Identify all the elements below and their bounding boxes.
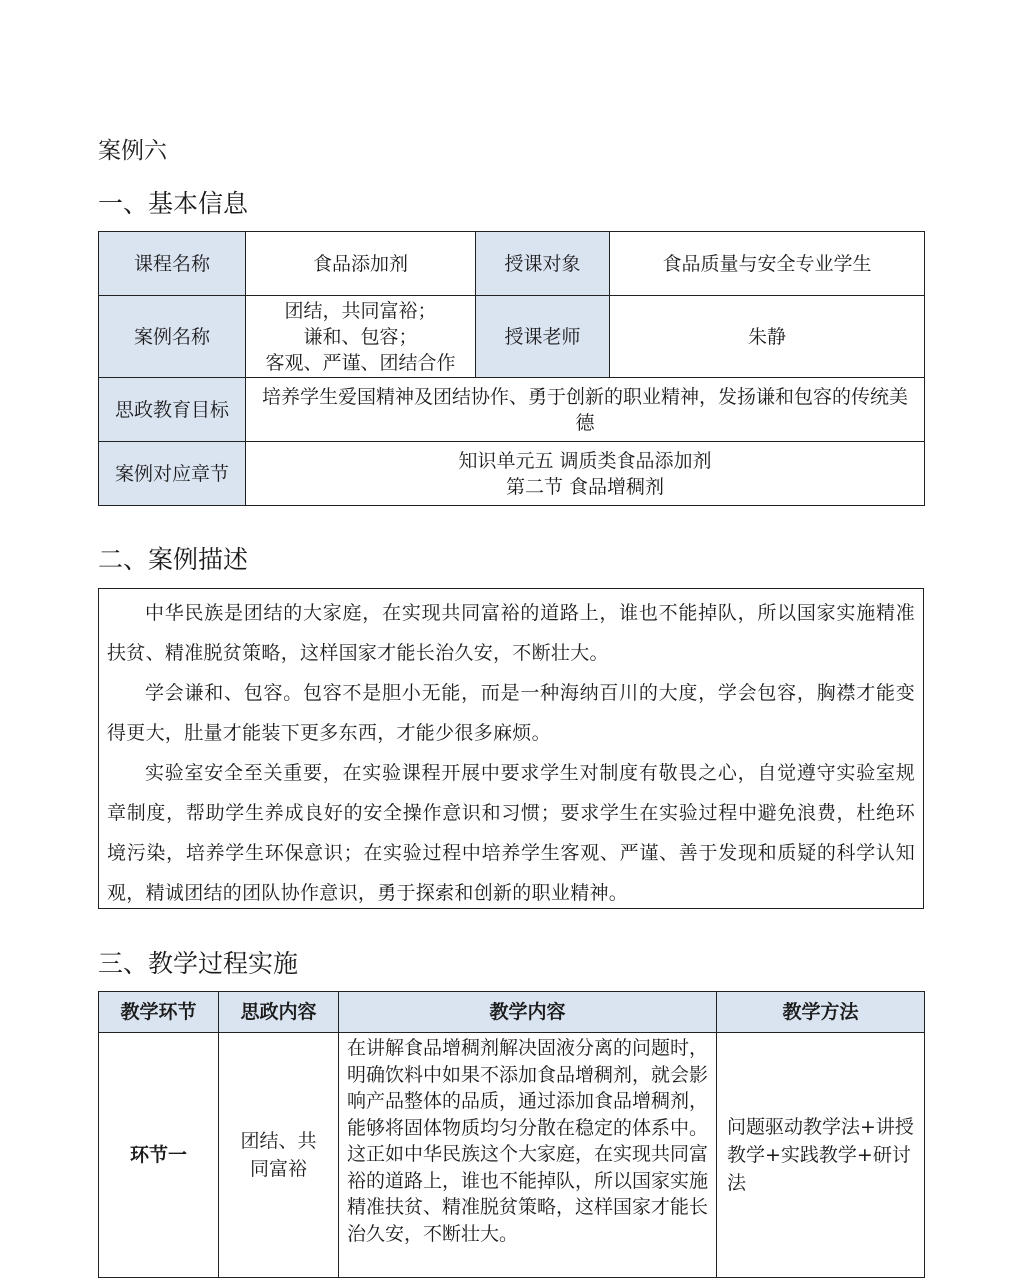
audience-value: 食品质量与安全专业学生 xyxy=(610,232,925,296)
table-row xyxy=(99,1033,925,1278)
chapter-value xyxy=(246,442,925,506)
course-name-label: 课程名称 xyxy=(99,232,246,296)
chapter-label: 案例对应章节 xyxy=(99,442,246,506)
case-description-box xyxy=(98,588,924,909)
teaching-process-table xyxy=(98,991,925,1278)
description-paragraph: 学会谦和、包容。包容不是胆小无能，而是一种海纳百川的大度，学会包容，胸襟才能变得更大，肚量才能装下更多东西，才能少很多麻烦。 xyxy=(107,682,915,744)
chapter-line: 知识单元五 调质类食品添加剂 xyxy=(458,449,712,472)
teacher-label: 授课老师 xyxy=(476,296,610,378)
header-ideology-content: 思政内容 xyxy=(219,992,339,1033)
header-teaching-step: 教学环节 xyxy=(99,992,219,1033)
case-name-label: 案例名称 xyxy=(99,296,246,378)
section-heading-basic-info: 一、基本信息 xyxy=(98,189,249,218)
chapter-line: 第二节 食品增稠剂 xyxy=(505,475,665,498)
description-paragraph: 中华民族是团结的大家庭，在实现共同富裕的道路上，谁也不能掉队，所以国家实施精准扶贫、精准脱贫策略，这样国家才能长治久安，不断壮大。 xyxy=(107,602,915,664)
content-cell: 在讲解食品增稠剂解决固液分离的问题时，明确饮料中如果不添加食品增稠剂，就会影响产品整体的品质，通过添加食品增稠剂，能够将固体物质均匀分散在稳定的体系中。这正如中华民族这个大家庭，在实现共同富裕的道路上，谁也不能掉队，所以国家实施精准扶贫、精准脱贫策略，这样国家才能长治久安，不断壮大。 xyxy=(339,1033,717,1278)
description-paragraph: 实验室安全至关重要，在实验课程开展中要求学生对制度有敬畏之心，自觉遵守实验室规章制度，帮助学生养成良好的安全操作意识和习惯；要求学生在实验过程中避免浪费，杜绝环境污染，培养学生环保意识；在实验过程中培养学生客观、严谨、善于发现和质疑的科学认知观，精诚团结的团队协作意识，勇于探索和创新的职业精神。 xyxy=(107,762,915,904)
section-heading-teaching-process: 三、教学过程实施 xyxy=(98,949,299,978)
ideology-cell: 团结、共同富裕 xyxy=(219,1033,339,1278)
step-cell: 环节一 xyxy=(99,1033,219,1278)
basic-info-table xyxy=(98,231,925,506)
section-heading-case-description: 二、案例描述 xyxy=(98,545,249,574)
header-teaching-method: 教学方法 xyxy=(717,992,925,1033)
goal-value: 培养学生爱国精神及团结协作、勇于创新的职业精神，发扬谦和包容的传统美德 xyxy=(246,378,925,442)
method-cell: 问题驱动教学法+讲授教学+实践教学+研讨法 xyxy=(717,1033,925,1278)
case-title: 案例六 xyxy=(98,138,167,164)
case-name-value xyxy=(246,296,476,378)
case-name-line: 谦和、包容； xyxy=(303,325,418,348)
audience-label: 授课对象 xyxy=(476,232,610,296)
course-name-value: 食品添加剂 xyxy=(246,232,476,296)
header-teaching-content: 教学内容 xyxy=(339,992,717,1033)
goal-label: 思政教育目标 xyxy=(99,378,246,442)
case-name-line: 团结，共同富裕； xyxy=(284,299,437,322)
teacher-value: 朱静 xyxy=(610,296,925,378)
case-name-line: 客观、严谨、团结合作 xyxy=(265,351,456,374)
